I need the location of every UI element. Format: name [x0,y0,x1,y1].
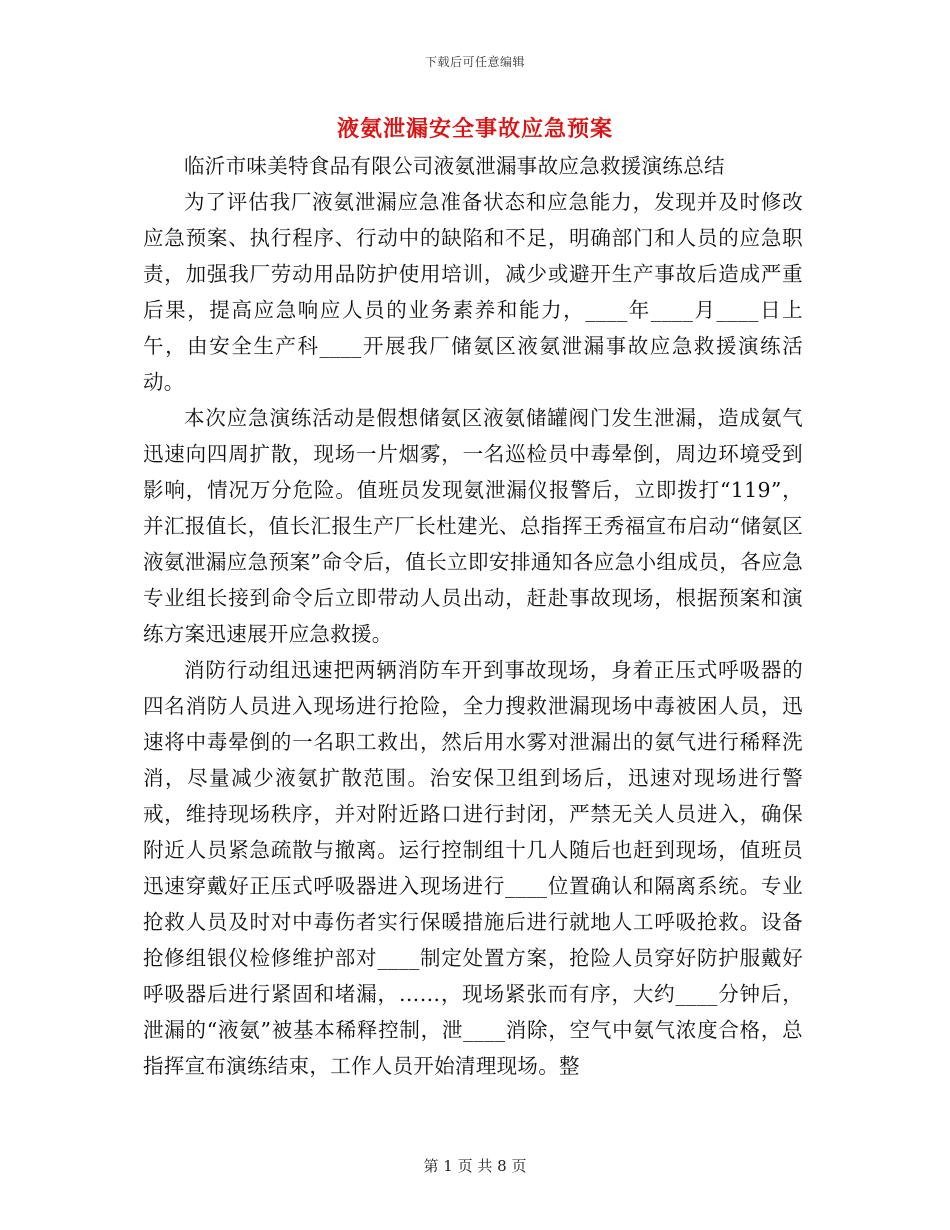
paragraph-scenario: 本次应急演练活动是假想储氨区液氨储罐阀门发生泄漏，造成氨气迅速向四周扩散，现场一片烟雾，一名巡检员中毒晕倒，周边环境受到影响，情况万分危险。值班员发现氨泄漏仪报警后，立即拨打“119”，并汇报值长，值长汇报生产厂长杜建光、总指挥王秀福宣布启动“储氨区液氨泄漏应急预案”命令后，值长立即安排通知各应急小组成员，各应急专业组长接到命令后立即带动人员出动，赶赴事故现场，根据预案和演练方案迅速展开应急救援。 [143,406,803,646]
paragraph-response: 消防行动组迅速把两辆消防车开到事故现场，身着正压式呼吸器的四名消防人员进入现场进行抢险，全力搜救泄漏现场中毒被困人员，迅速将中毒晕倒的一名职工救出，然后用水雾对泄漏出的氨气进行稀释洗消，尽量减少液氨扩散范围。治安保卫组到场后，迅速对现场进行警戒，维持现场秩序，并对附近路口进行封闭，严禁无关人员进入，确保附近人员紧急疏散与撤离。运行控制组十几人随后也赶到现场，值班员迅速穿戴好正压式呼吸器进入现场进行____位置确认和隔离系统。专业抢救人员及时对中毒伤者实行保暖措施后进行就地人工呼吸抢救。设备抢修组银仪检修维护部对____制定处置方案，抢险人员穿好防护服戴好呼吸器后进行紧固和堵漏，……，现场紧张而有序，大约____分钟后，泄漏的“液氨”被基本稀释控制，泄____消除，空气中氨气浓度合格，总指挥宣布演练结束，工作人员开始清理现场。整 [143,658,803,1078]
document-title: 液氨泄漏安全事故应急预案 [336,116,613,142]
paragraph-purpose: 为了评估我厂液氨泄漏应急准备状态和应急能力，发现并及时修改应急预案、执行程序、行动中的缺陷和不足，明确部门和人员的应急职责，加强我厂劳动用品防护使用培训，减少或避开生产事故后造成严重后果，提高应急响应人员的业务素养和能力，____年____月____日上午，由安全生产科____开展我厂储氨区液氨泄漏事故应急救援演练活动。 [143,190,803,394]
page-header-note: 下载后可任意编辑 [424,55,525,69]
document-body [143,148,803,1084]
page-number: 第 1 页 共 8 页 [423,1157,527,1175]
paragraph-subtitle: 临沂市味美特食品有限公司液氨泄漏事故应急救援演练总结 [184,154,725,178]
